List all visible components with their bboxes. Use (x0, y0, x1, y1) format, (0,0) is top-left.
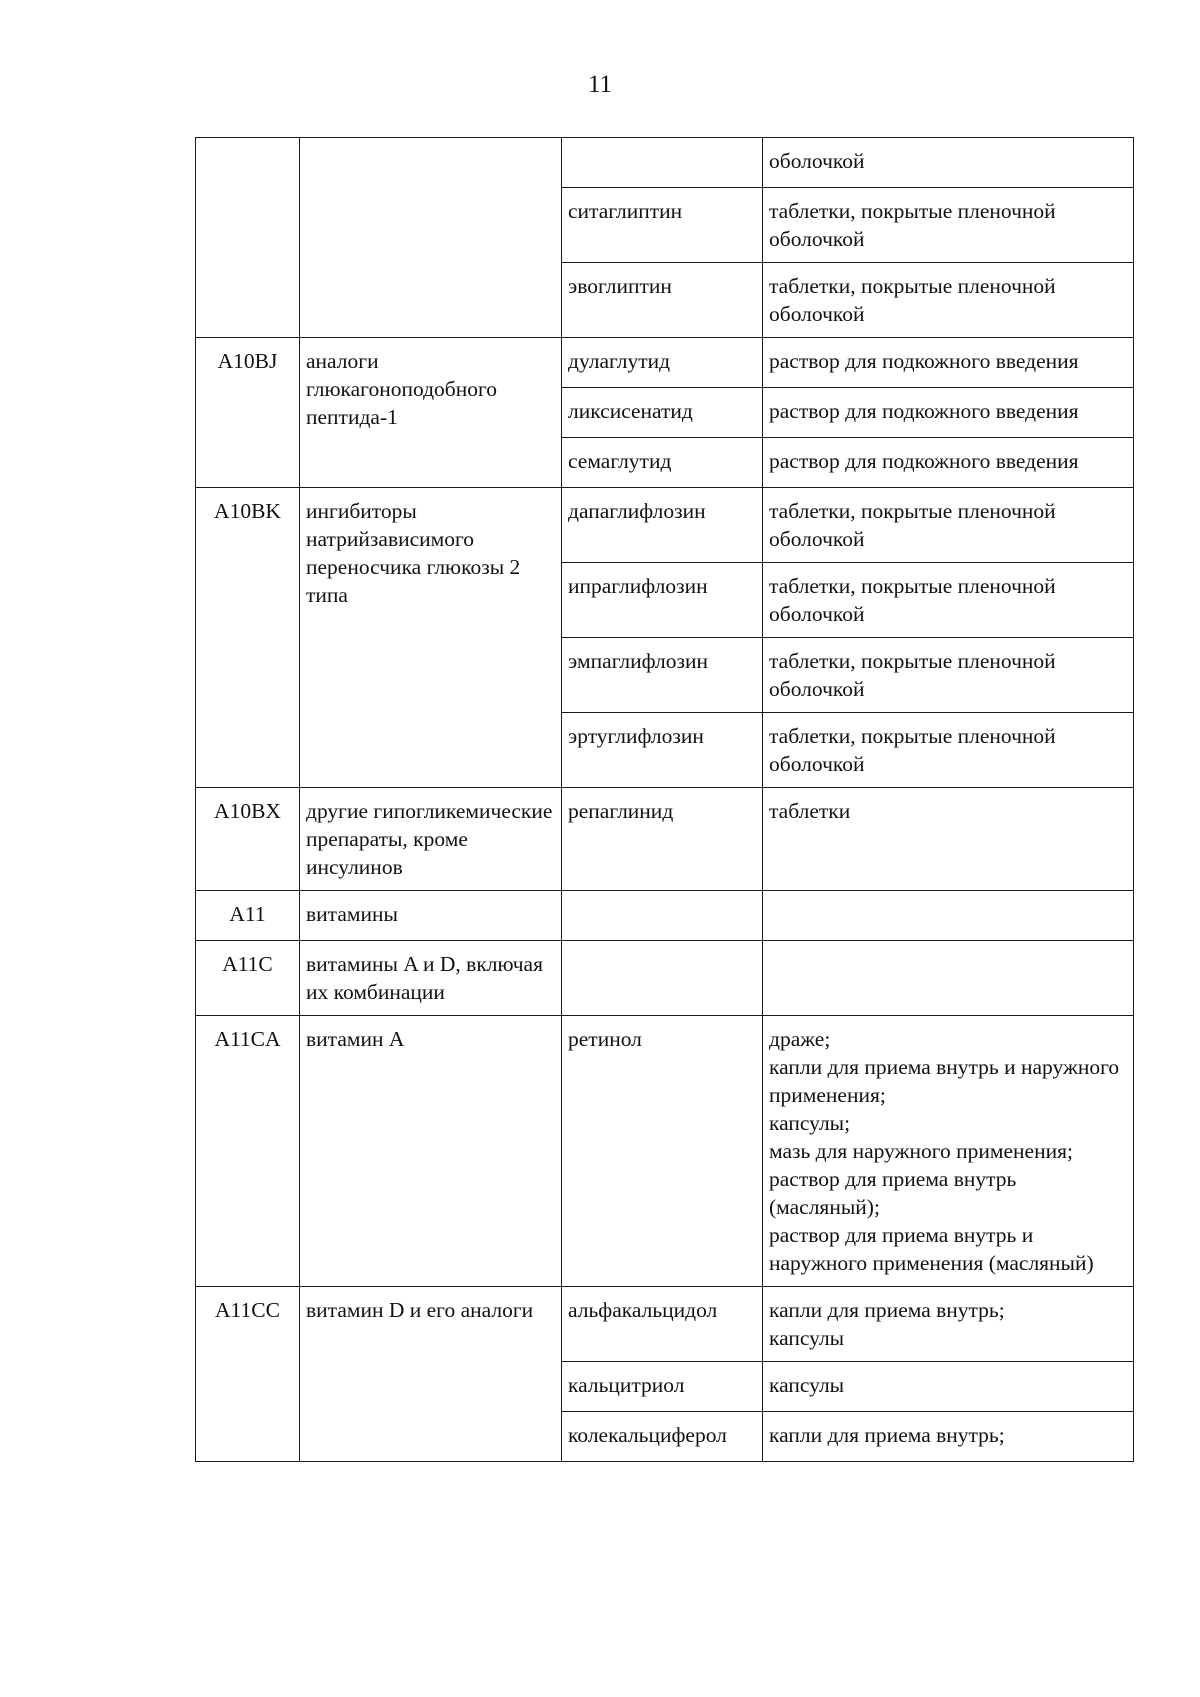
dosage-form-line: раствор для подкожного введения (769, 399, 1079, 423)
dosage-forms-cell (763, 338, 1134, 388)
drug-name-cell: ситаглиптин (562, 188, 763, 263)
group-name-cell: ингибиторы натрийзависимого переносчика глюкозы 2 типа (300, 488, 562, 788)
table-row (196, 338, 1134, 388)
dosage-forms-cell (763, 713, 1134, 788)
drug-name-cell (562, 138, 763, 188)
dosage-form-line: капли для приема внутрь и наружного применения; (769, 1055, 1120, 1107)
dosage-form-line: таблетки, покрытые пленочной оболочкой (769, 724, 1056, 776)
dosage-forms-cell (763, 788, 1134, 891)
drug-classification-table (195, 137, 1134, 1462)
group-name-cell: другие гипогликемические препараты, кроме инсулинов (300, 788, 562, 891)
drug-name-cell (562, 941, 763, 1016)
atc-code-cell (196, 138, 300, 338)
dosage-form-line: капсулы; (769, 1111, 851, 1135)
dosage-forms-cell (763, 1362, 1134, 1412)
atc-code-cell: A10BX (196, 788, 300, 891)
dosage-forms-cell (763, 388, 1134, 438)
group-name-cell: витамин D и его аналоги (300, 1287, 562, 1462)
dosage-forms-cell (763, 891, 1134, 941)
dosage-form-line: капсулы (769, 1373, 845, 1397)
table-row (196, 891, 1134, 941)
atc-code-cell: A10BK (196, 488, 300, 788)
group-name-cell: витамин A (300, 1016, 562, 1287)
dosage-form-line: капли для приема внутрь; (769, 1298, 1005, 1322)
dosage-forms-cell (763, 488, 1134, 563)
dosage-forms-cell (763, 1412, 1134, 1462)
drug-name-cell: семаглутид (562, 438, 763, 488)
drug-name-cell: эртуглифлозин (562, 713, 763, 788)
dosage-form-line: капли для приема внутрь; (769, 1423, 1005, 1447)
table-row (196, 788, 1134, 891)
dosage-form-line: раствор для подкожного введения (769, 449, 1079, 473)
dosage-form-line: раствор для приема внутрь и наружного применения (масляный) (769, 1223, 1094, 1275)
atc-code-cell: A10BJ (196, 338, 300, 488)
drug-name-cell: ипраглифлозин (562, 563, 763, 638)
drug-name-cell: эмпаглифлозин (562, 638, 763, 713)
drug-name-cell: дапаглифлозин (562, 488, 763, 563)
drug-name-cell: кальцитриол (562, 1362, 763, 1412)
atc-code-cell: A11CA (196, 1016, 300, 1287)
dosage-forms-cell (763, 941, 1134, 1016)
atc-code-cell: A11C (196, 941, 300, 1016)
page-number: 11 (587, 71, 613, 98)
drug-name-cell (562, 891, 763, 941)
dosage-forms-cell (763, 1016, 1134, 1287)
table-row (196, 1016, 1134, 1287)
group-name-cell (300, 138, 562, 338)
dosage-form-line: таблетки, покрытые пленочной оболочкой (769, 649, 1056, 701)
dosage-form-line: драже; (769, 1027, 831, 1051)
dosage-form-line: таблетки (769, 799, 851, 823)
dosage-forms-cell (763, 138, 1134, 188)
dosage-form-line: таблетки, покрытые пленочной оболочкой (769, 574, 1056, 626)
dosage-form-line: мазь для наружного применения; (769, 1139, 1073, 1163)
dosage-form-line: таблетки, покрытые пленочной оболочкой (769, 499, 1056, 551)
table-row (196, 941, 1134, 1016)
drug-name-cell: альфакальцидол (562, 1287, 763, 1362)
drug-name-cell: эвоглиптин (562, 263, 763, 338)
group-name-cell: витамины A и D, включая их комбинации (300, 941, 562, 1016)
group-name-cell: аналоги глюкагоноподобного пептида-1 (300, 338, 562, 488)
dosage-forms-cell (763, 438, 1134, 488)
dosage-forms-cell (763, 188, 1134, 263)
drug-name-cell: дулаглутид (562, 338, 763, 388)
dosage-forms-cell (763, 638, 1134, 713)
dosage-forms-cell (763, 263, 1134, 338)
dosage-forms-cell (763, 563, 1134, 638)
atc-code-cell: A11 (196, 891, 300, 941)
drug-name-cell: репаглинид (562, 788, 763, 891)
drug-name-cell: колекальциферол (562, 1412, 763, 1462)
dosage-form-line: оболочкой (769, 149, 865, 173)
table-row (196, 488, 1134, 563)
dosage-forms-cell (763, 1287, 1134, 1362)
table-row (196, 138, 1134, 188)
dosage-form-line: таблетки, покрытые пленочной оболочкой (769, 199, 1056, 251)
atc-code-cell: A11CC (196, 1287, 300, 1462)
table-row (196, 1287, 1134, 1362)
dosage-form-line: таблетки, покрытые пленочной оболочкой (769, 274, 1056, 326)
dosage-form-line: раствор для подкожного введения (769, 349, 1079, 373)
group-name-cell: витамины (300, 891, 562, 941)
dosage-form-line: раствор для приема внутрь (масляный); (769, 1167, 1017, 1219)
dosage-form-line: капсулы (769, 1326, 845, 1350)
drug-name-cell: ликсисенатид (562, 388, 763, 438)
drug-name-cell: ретинол (562, 1016, 763, 1287)
